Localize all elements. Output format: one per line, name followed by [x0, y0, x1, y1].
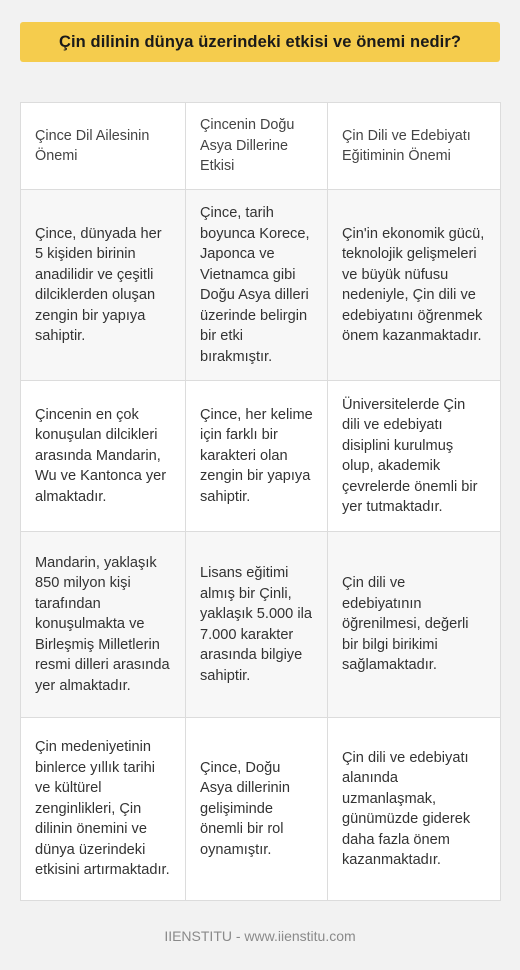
table-cell: Çin dili ve edebiyatının öğrenilmesi, değerli bir bilgi birikimi sağlamaktadır. — [328, 532, 501, 718]
table-row — [21, 532, 501, 718]
table-cell: Çin dili ve edebiyatı alanında uzmanlaşmak, günümüzde giderek daha fazla önem kazanmaktadır. — [328, 718, 501, 901]
table-cell: Mandarin, yaklaşık 850 milyon kişi tarafından konuşulmakta ve Birleşmiş Milletlerin resmi dilleri arasında yer almaktadır. — [21, 532, 186, 718]
table-cell: Çincenin en çok konuşulan dilcikleri arasında Mandarin, Wu ve Kantonca yer almaktadır. — [21, 381, 186, 532]
comparison-table — [20, 102, 501, 901]
column-header-egitim: Çin Dili ve Edebiyatı Eğitiminin Önemi — [328, 103, 501, 190]
page-title: Çin dilinin dünya üzerindeki etkisi ve önemi nedir? — [20, 22, 500, 62]
table-cell: Çince, dünyada her 5 kişiden birinin anadilidir ve çeşitli dilciklerden oluşan zengin bir yapıya sahiptir. — [21, 190, 186, 381]
table-row — [21, 718, 501, 901]
table-cell: Çince, her kelime için farklı bir karakteri olan zengin bir yapıya sahiptir. — [186, 381, 328, 532]
footer-credit: IIENSTITU - www.iienstitu.com — [164, 928, 356, 944]
table-cell: Çince, tarih boyunca Korece, Japonca ve Vietnamca gibi Doğu Asya dilleri üzerinde belirgin bir etki bırakmıştır. — [186, 190, 328, 381]
table-header-row — [21, 103, 501, 190]
column-header-dil-ailesi: Çince Dil Ailesinin Önemi — [21, 103, 186, 190]
column-header-dogu-asya: Çincenin Doğu Asya Dillerine Etkisi — [186, 103, 328, 190]
table-cell: Üniversitelerde Çin dili ve edebiyatı disiplini kurulmuş olup, akademik çevrelerde önemli bir yer tutmaktadır. — [328, 381, 501, 532]
table-cell: Çince, Doğu Asya dillerinin gelişiminde önemli bir rol oynamıştır. — [186, 718, 328, 901]
table-row — [21, 381, 501, 532]
table-cell: Çin medeniyetinin binlerce yıllık tarihi ve kültürel zenginlikleri, Çin dilinin önemini ve dünya üzerindeki etkisini artırmaktadır. — [21, 718, 186, 901]
table-cell: Lisans eğitimi almış bir Çinli, yaklaşık 5.000 ila 7.000 karakter arasında bilgiye sahiptir. — [186, 532, 328, 718]
table-row — [21, 190, 501, 381]
table-cell: Çin'in ekonomik gücü, teknolojik gelişmeleri ve büyük nüfusu nedeniyle, Çin dili ve edebiyatını öğrenmek önem kazanmaktadır. — [328, 190, 501, 381]
